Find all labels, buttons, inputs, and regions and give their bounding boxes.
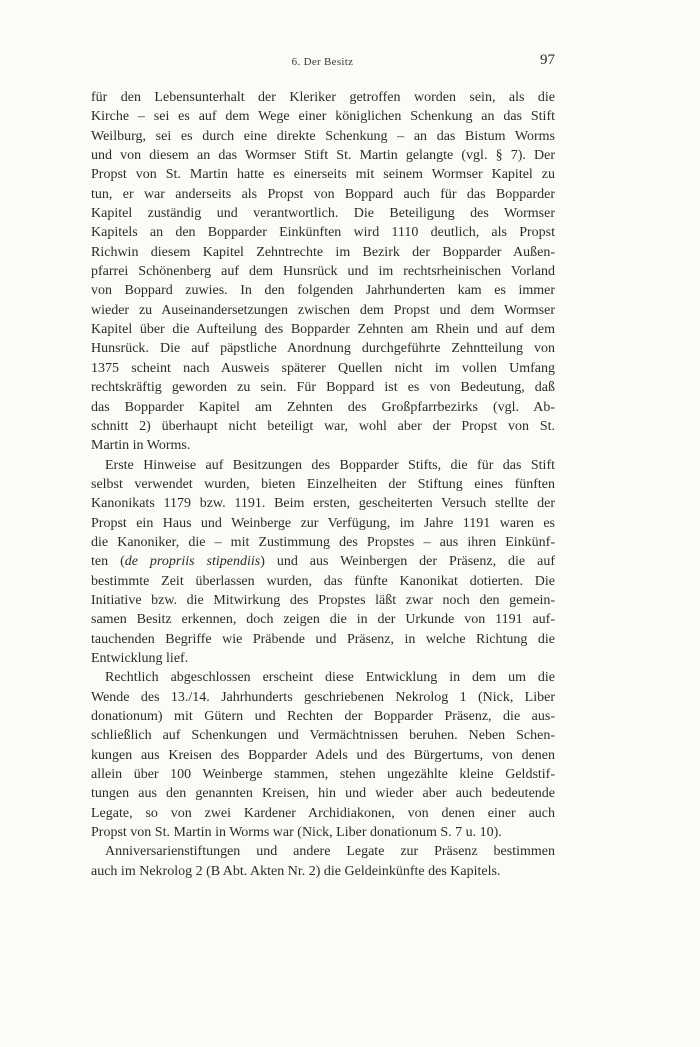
text-line: Kapitels an den Bopparder Einkünften wird 1110 deutlich, als Propst xyxy=(91,225,555,241)
text-line: Anniversarienstiftungen und andere Legate zur Präsenz bestimmen xyxy=(105,844,555,860)
text-line: Kapitel zuständig und verantwortlich. Die Beteiligung des Wormser xyxy=(91,206,555,222)
text-line: 1375 scheint nach Ausweis späterer Quellen nicht im vollen Umfang xyxy=(91,360,555,376)
text-line: Propst von St. Martin in Worms war (Nick, Liber donationum S. 7 u. 10). xyxy=(91,825,502,841)
text-line: auch im Nekrolog 2 (B Abt. Akten Nr. 2) die Geldeinkünfte des Kapitels. xyxy=(91,863,501,879)
text-line: rechtskräftig geworden zu sein. Für Boppard ist es von Bedeutung, daß xyxy=(91,380,555,396)
text-line: pfarrei Schönenberg auf dem Hunsrück und im rechtsrheinischen Vorland xyxy=(91,264,555,280)
text-line: tun, er war anderseits als Propst von Boppard auch für das Bopparder xyxy=(91,186,555,202)
text-line: die Kanoniker, die – mit Zustimmung des Propstes – aus ihren Einkünf- xyxy=(91,534,555,550)
text-line: das Bopparder Kapitel am Zehnten des Großpfarrbezirks (vgl. Ab- xyxy=(91,399,555,415)
text-line: für den Lebensunterhalt der Kleriker getroffen worden sein, als die xyxy=(91,90,555,105)
text-line: Kapitel über die Aufteilung des Bopparder Zehnten am Rhein und auf dem xyxy=(91,322,555,338)
text-line: samen Besitz erkennen, doch zeigen die in der Urkunde von 1191 auf- xyxy=(91,612,555,628)
text-line: bestimmte Zeit überlassen wurden, das fünfte Kanonikat dotierten. Die xyxy=(91,573,555,589)
text-line: und von diesem an das Wormser Stift St. Martin gelangte (vgl. § 7). Der xyxy=(91,148,555,164)
text-line: Richwin diesem Kapitel Zehntrechte im Bezirk der Bopparder Außen- xyxy=(91,244,555,260)
latin-phrase: de propriis stipendiis xyxy=(124,554,261,570)
text-line: Rechtlich abgeschlossen erscheint diese Entwicklung in dem um die xyxy=(105,670,555,686)
text-line: Initiative bzw. die Mitwirkung des Propstes läßt zwar noch den gemein- xyxy=(91,592,555,608)
text-line: allein über 100 Weinberge stammen, stehen ungezählte kleine Geldstif- xyxy=(91,767,555,783)
running-head: 6. Der Besitz xyxy=(291,56,354,68)
text-line: Martin in Worms. xyxy=(91,438,191,454)
text-line: Kanonikats 1179 bzw. 1191. Beim ersten, gescheiterten Versuch stellte der xyxy=(91,496,555,512)
text-line: Erste Hinweise auf Besitzungen des Bopparder Stifts, die für das Stift xyxy=(105,457,555,473)
text-line: Entwicklung lief. xyxy=(91,650,189,666)
text-line: Weilburg, sei es durch eine direkte Schenkung – an das Bistum Worms xyxy=(91,128,555,144)
text-line: tungen aus den genannten Kreisen, hin und wieder aber auch bedeutende xyxy=(91,786,555,802)
text-line: donationum) mit Gütern und Rechten der Bopparder Präsenz, die aus- xyxy=(91,709,555,724)
text-line: kungen aus Kreisen des Bopparder Adels und des Bürgertums, von denen xyxy=(91,747,555,763)
text-line: selbst verwendet wurden, bieten Einzelheiten der Stiftung eines fünften xyxy=(91,476,555,492)
text-line: wieder zu Auseinandersetzungen zwischen dem Propst und dem Wormser xyxy=(91,302,555,318)
page-header xyxy=(90,52,555,72)
page-number: 97 xyxy=(540,52,555,68)
text-line: Kirche – sei es auf dem Wege einer königlichen Schenkung an das Stift xyxy=(91,109,555,125)
text-line: Wende des 13./14. Jahrhunderts geschriebenen Nekrolog 1 (Nick, Liber xyxy=(91,689,555,705)
text-line: von Boppard zuwies. In den folgenden Jahrhunderten kam es immer xyxy=(91,283,555,299)
text-line: schnitt 2) überhaupt nicht beteiligt war, wohl aber der Propst von St. xyxy=(91,418,555,434)
text-line: tauchenden Begriffe wie Präbende und Präsenz, in welche Richtung die xyxy=(91,631,555,647)
text-line: Propst ein Haus und Weinberge zur Verfügung, im Jahre 1191 waren es xyxy=(91,515,555,531)
text-line: Propst von St. Martin hatte es einerseits mit seinem Wormser Kapitel zu xyxy=(91,167,555,183)
body-text xyxy=(91,88,555,881)
text-line: ten (de propriis stipendiis) und aus Weinbergen der Präsenz, die auf xyxy=(91,554,555,570)
text-line: Legate, so von zwei Kardener Archidiakonen, von denen einer auch xyxy=(91,805,555,821)
text-line: Hunsrück. Die auf päpstliche Anordnung durchgeführte Zehntteilung von xyxy=(91,341,555,357)
text-line: schließlich auf Schenkungen und Vermächtnissen beruhen. Neben Schen- xyxy=(91,728,555,744)
